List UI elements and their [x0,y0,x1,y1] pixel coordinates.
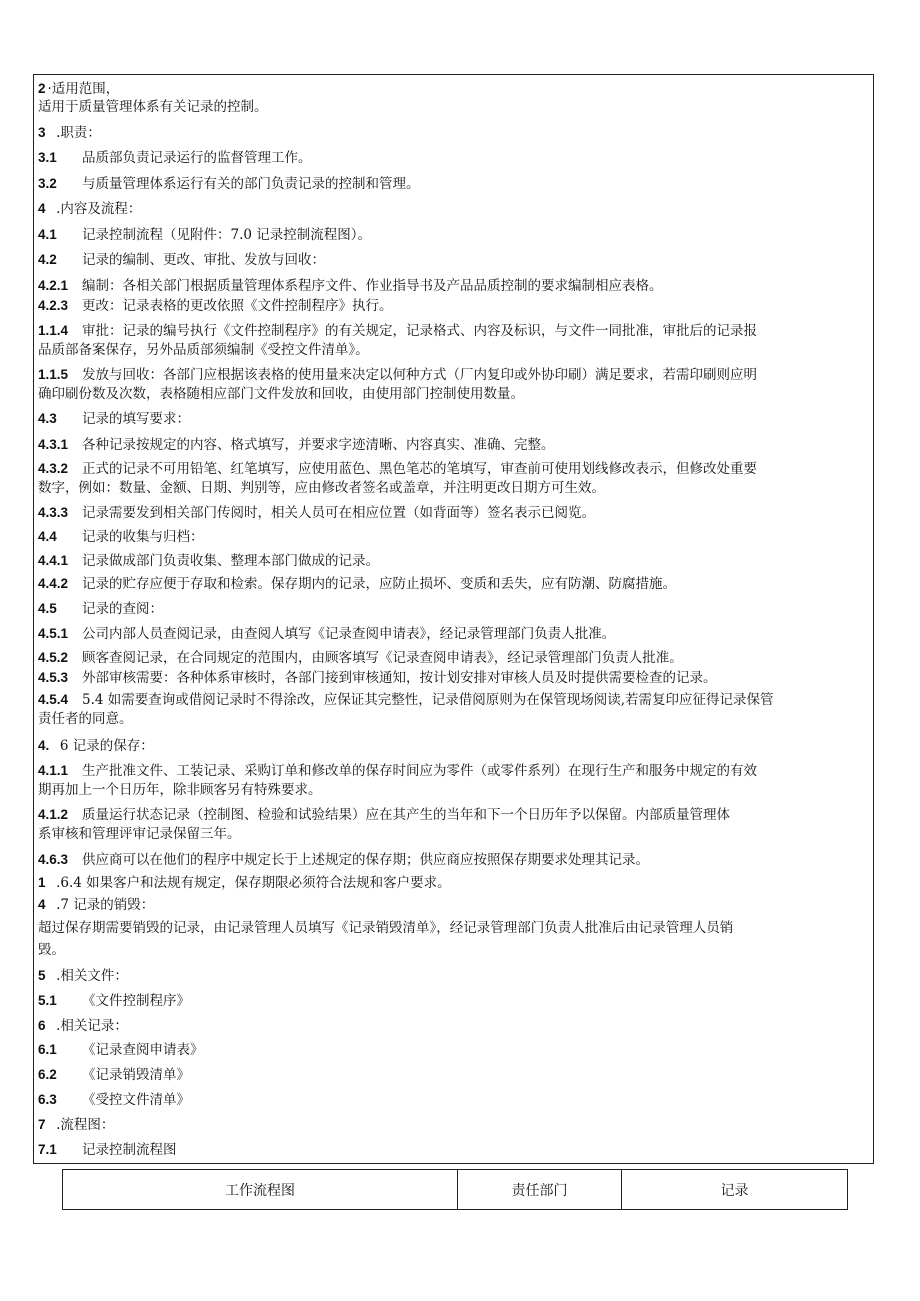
text-line [38,200,141,218]
flow-col-department: 责任部门 [458,1170,622,1209]
text-line [38,711,133,728]
text-line [38,504,595,522]
text-line [38,737,154,755]
text-line [38,575,676,593]
line-text: 记录的收集与归档： [82,529,204,545]
text-line [38,874,451,892]
line-text: 数字，例如：数量、金额、日期、判别等，应由修改者签名或盖章，并注明更改日期方可生效。 [38,480,605,496]
line-text: 系审核和管理评审记录保留三年。 [38,826,241,842]
section-number: 4.5 [38,601,57,616]
line-text: 更改：记录表格的更改依照《文件控制程序》执行。 [82,298,393,314]
line-text: 与质量管理体系运行有关的部门负责记录的控制和管理。 [82,176,420,192]
section-number: 4.3 [38,411,57,426]
flow-col-workflow: 工作流程图 [63,1170,458,1209]
text-line [38,251,325,269]
line-text: 记录的贮存应便于存取和检索。保存期内的记录，应防止损坏、变质和丢失，应有防潮、防腐措施。 [82,576,676,592]
section-number: 4.1.1 [38,763,69,778]
line-text: .相关文件： [47,968,128,984]
text-line [38,826,241,843]
section-number: 4.4.2 [38,576,69,591]
section-number: 4.3.1 [38,437,69,452]
line-text: 顾客查阅记录，在合同规定的范围内，由顾客填写《记录查阅申请表》，经记录管理部门负责人批准。 [82,650,683,666]
section-number: 7.1 [38,1142,57,1157]
section-number: 6.1 [38,1042,57,1057]
line-text: 记录的查阅： [82,601,163,617]
line-text: 责任者的同意。 [38,711,133,727]
text-line [38,528,204,546]
text-line [38,992,190,1010]
text-line [38,322,757,340]
line-text: 生产批准文件、工装记录、采购订单和修改单的保存时间应为零件（或零件系列）在现行生产和服务中规定的有效 [82,763,757,779]
text-line [38,600,163,618]
section-number: 5 [38,968,46,983]
line-text: 记录的编制、更改、审批、发放与回收： [82,252,325,268]
line-text: 各种记录按规定的内容、格式填写，并要求字迹清晰、内容真实、准确、完整。 [82,437,555,453]
line-text: 《文件控制程序》 [82,993,190,1009]
line-text: ·适用范围， [47,81,120,97]
text-line [38,277,663,295]
section-number: 5.1 [38,993,57,1008]
section-number: 1.1.4 [38,323,69,338]
line-text: 超过保存期需要销毁的记录，由记录管理人员填写《记录销毁清单》，经记录管理部门负责人批准后由记录管理人员销 [38,920,734,936]
line-text: 品质部备案保存，另外品质部须编制《受控文件清单》。 [38,342,369,358]
section-number: 6.3 [38,1092,57,1107]
line-text: .6.4 如果客户和法规有规定，保存期限必须符合法规和客户要求。 [47,875,451,891]
line-text: 记录做成部门负责收集、整理本部门做成的记录。 [82,553,379,569]
line-text: 确印刷份数及次数，表格随相应部门文件发放和回收，由使用部门控制使用数量。 [38,386,524,402]
text-line [38,436,555,454]
line-text: 记录控制流程图 [82,1142,177,1158]
line-text: 5.4 如需要查询或借阅记录时不得涂改，应保证其完整性，记录借阅原则为在保管现场阅读,若需复印应征得记录保管 [82,692,774,708]
line-text: 品质部负责记录运行的监督管理工作。 [82,150,312,166]
line-text: .7 记录的销毁： [47,897,155,913]
line-text: .流程图： [47,1117,115,1133]
text-line [38,669,717,687]
text-line [38,80,119,98]
section-number: 4.4 [38,529,57,544]
section-number: 4 [38,201,46,216]
text-line [38,625,615,643]
section-number: 4.1 [38,227,57,242]
section-number: 4.1.2 [38,807,69,822]
section-number: 4.2.1 [38,278,69,293]
section-number: 4.5.4 [38,692,69,707]
text-line [38,762,757,780]
text-line [38,366,757,384]
text-line [38,896,154,914]
section-number: 4. [38,738,50,753]
line-text: 《受控文件清单》 [82,1092,190,1108]
text-line [38,1141,177,1159]
section-number: 3.1 [38,150,57,165]
line-text: 适用于质量管理体系有关记录的控制。 [38,99,268,115]
text-line [38,480,605,497]
line-text: 编制：各相关部门根据质量管理体系程序文件、作业指导书及产品品质控制的要求编制相应表格。 [82,278,663,294]
text-line [38,1041,204,1059]
line-text: 公司内部人员查阅记录，由查阅人填写《记录查阅申请表》，经记录管理部门负责人批准。 [82,626,616,642]
text-line [38,226,371,244]
text-line [38,967,128,985]
line-text: 6 记录的保存： [51,738,154,754]
line-text: 质量运行状态记录（控制图、检验和试验结果）应在其产生的当年和下一个日历年予以保留。内部质量管理体 [82,807,730,823]
flow-col-record: 记录 [720,1182,749,1199]
text-line [38,851,649,869]
section-number: 7 [38,1117,46,1132]
text-line [38,1116,114,1134]
line-text: .相关记录： [47,1018,128,1034]
line-text: 外部审核需要：各种体系审核时，各部门接到审核通知，按计划安排对审核人员及时提供需要检查的记录。 [82,670,717,686]
section-number: 4.5.3 [38,670,69,685]
line-text: 《记录查阅申请表》 [82,1042,204,1058]
line-text: 供应商可以在他们的程序中规定长于上述规定的保存期；供应商应按照保存期要求处理其记录。 [82,852,649,868]
text-line [38,806,730,824]
text-line [38,782,322,799]
text-line [38,124,101,142]
line-text: 审批：记录的编号执行《文件控制程序》的有关规定，记录格式、内容及标识，与文件一同批准，审批后的记录报 [82,323,757,339]
text-line [38,920,733,937]
text-line [38,1017,128,1035]
line-text: .职责： [47,125,101,141]
line-text: 正式的记录不可用铅笔、红笔填写，应使用蓝色、黑色笔芯的笔填写，审查前可使用划线修改表示，但修改处重要 [82,461,757,477]
text-line [38,149,312,167]
text-line [38,99,268,116]
section-number: 6 [38,1018,46,1033]
section-number: 4.4.1 [38,553,69,568]
text-line [38,552,379,570]
section-number: 4.3.3 [38,505,69,520]
section-number: 6.2 [38,1067,57,1082]
text-line [38,175,420,193]
section-number: 4.2 [38,252,57,267]
text-line [38,649,683,667]
section-number: 1.1.5 [38,367,69,382]
line-text: 记录的填写要求： [82,411,190,427]
line-text: 发放与回收：各部门应根据该表格的使用量来决定以何种方式（厂内复印或外协印刷）满足要求，若需印刷则应明 [82,367,757,383]
section-number: 1 [38,875,46,890]
text-line [38,342,369,359]
section-number: 4.5.1 [38,626,69,641]
text-line [38,1091,190,1109]
section-number: 3.2 [38,176,57,191]
section-number: 4.5.2 [38,650,69,665]
text-line [38,691,774,709]
section-number: 4 [38,897,46,912]
text-line [38,386,524,403]
flow-table-header [62,1169,848,1210]
text-line [38,942,65,959]
line-text: .内容及流程： [47,201,142,217]
section-number: 3 [38,125,46,140]
section-number: 4.2.3 [38,298,69,313]
section-number: 4.3.2 [38,461,69,476]
text-line [38,410,190,428]
line-text: 记录需要发到相关部门传阅时，相关人员可在相应位置（如背面等）签名表示已阅览。 [82,505,595,521]
line-text: 期再加上一个日历年，除非顾客另有特殊要求。 [38,782,322,798]
text-line [38,1066,190,1084]
section-number: 2 [38,81,46,96]
line-text: 记录控制流程（见附件：7.0 记录控制流程图）。 [82,227,372,243]
text-line [38,460,757,478]
text-line [38,297,393,315]
line-text: 《记录销毁清单》 [82,1067,190,1083]
line-text: 毁。 [38,942,65,958]
section-number: 4.6.3 [38,852,69,867]
